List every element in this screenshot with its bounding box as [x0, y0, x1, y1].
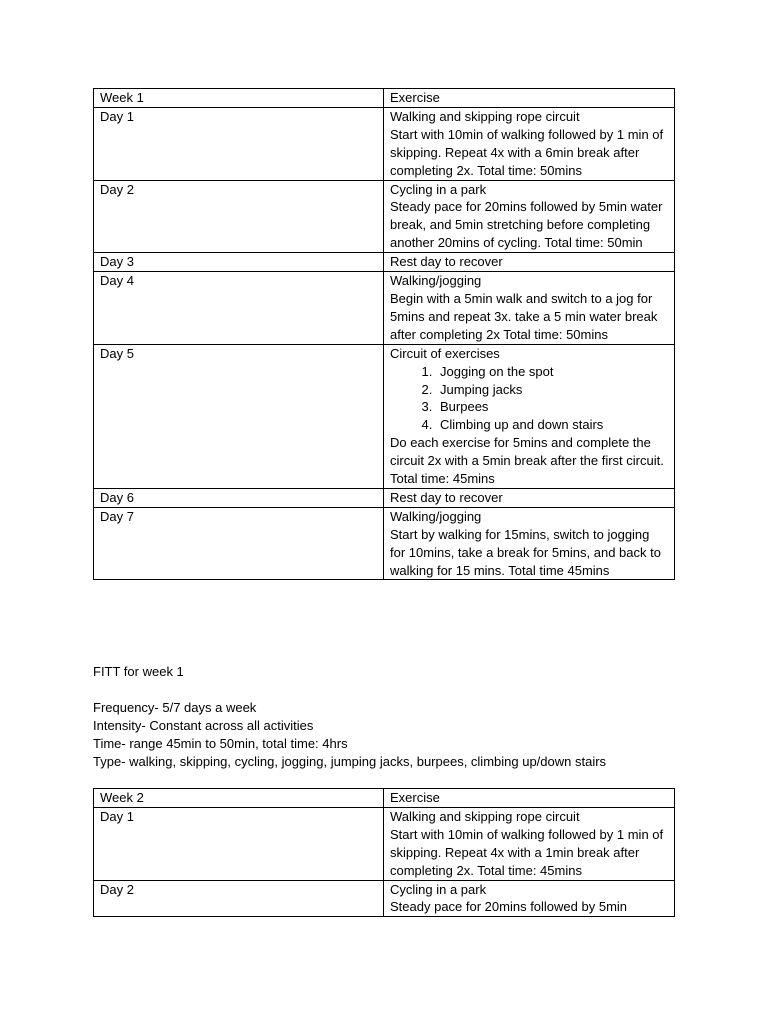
exercise-title: Cycling in a park: [390, 181, 487, 197]
exercise-description: Start with 10min of walking followed by 1 min of skipping. Repeat 4x with a 1min break after completing 2x. Total time: 45mins: [390, 826, 664, 878]
exercise-title: Walking/jogging: [390, 273, 482, 289]
exercise-cell: [384, 344, 675, 488]
exercise-description: Start by walking for 15mins, switch to jogging for 10mins, take a break for 5mins, and back to walking for 15 mins. Total time 45mins: [390, 526, 661, 578]
exercise-title: Walking and skipping rope circuit: [390, 108, 580, 124]
exercise-cell: [384, 880, 675, 917]
list-item: 3. Burpees: [436, 398, 668, 416]
exercise-title: Walking/jogging: [390, 508, 482, 524]
fitt-frequency: Frequency- 5/7 days a week: [93, 700, 257, 715]
exercise-header: Exercise: [384, 789, 675, 808]
fitt-intensity: Intensity- Constant across all activities: [93, 718, 314, 733]
day-cell: Day 2: [94, 880, 384, 917]
day-cell: Day 5: [94, 344, 384, 488]
table-row: [94, 180, 675, 253]
exercise-description: Steady pace for 20mins followed by 5min: [390, 899, 628, 915]
table-row: [94, 253, 675, 272]
exercise-title: Cycling in a park: [390, 881, 487, 897]
list-item: 4. Climbing up and down stairs: [436, 416, 668, 434]
table-row: [94, 344, 675, 488]
exercise-list: [390, 363, 668, 435]
exercise-header: Exercise: [384, 89, 675, 108]
week-header: Week 2: [94, 789, 384, 808]
table-row: [94, 507, 675, 580]
fitt-type: Type- walking, skipping, cycling, jogging, jumping jacks, burpees, climbing up/down stairs: [93, 754, 607, 769]
week2-table: [93, 788, 675, 917]
exercise-title: Rest day to recover: [390, 254, 503, 270]
week1-table: [93, 88, 675, 580]
day-cell: Day 3: [94, 253, 384, 272]
exercise-title: Circuit of exercises: [390, 345, 500, 361]
table-row: [94, 488, 675, 507]
table-header-row: [94, 789, 675, 808]
exercise-description: Begin with a 5min walk and switch to a jog for 5mins and repeat 3x. take a 5 min water break after completing 2x Total time: 50mins: [390, 290, 658, 342]
day-cell: Day 4: [94, 272, 384, 345]
table-row: [94, 880, 675, 917]
exercise-cell: [384, 272, 675, 345]
fitt-summary: [93, 663, 693, 771]
exercise-cell: [384, 107, 675, 180]
table-row: [94, 272, 675, 345]
exercise-cell: [384, 807, 675, 880]
exercise-cell: [384, 253, 675, 272]
list-item: 1. Jogging on the spot: [436, 363, 668, 381]
day-cell: Day 2: [94, 180, 384, 253]
day-cell: Day 1: [94, 107, 384, 180]
exercise-description: Start with 10min of walking followed by 1 min of skipping. Repeat 4x with a 6min break after completing 2x. Total time: 50mins: [390, 126, 664, 178]
exercise-cell: [384, 507, 675, 580]
exercise-title: Rest day to recover: [390, 489, 503, 505]
fitt-heading: FITT for week 1: [93, 664, 184, 679]
table-header-row: [94, 89, 675, 108]
exercise-cell: [384, 488, 675, 507]
day-cell: Day 7: [94, 507, 384, 580]
exercise-description: Steady pace for 20mins followed by 5min water break, and 5min stretching before completing another 20mins of cycling. Total time: 50min: [390, 199, 663, 251]
table-row: [94, 107, 675, 180]
day-cell: Day 1: [94, 807, 384, 880]
week-header: Week 1: [94, 89, 384, 108]
day-cell: Day 6: [94, 488, 384, 507]
table-row: [94, 807, 675, 880]
exercise-description: Do each exercise for 5mins and complete the circuit 2x with a 5min break after the first circuit. Total time: 45mins: [390, 435, 664, 487]
list-item: 2. Jumping jacks: [436, 381, 668, 399]
exercise-title: Walking and skipping rope circuit: [390, 808, 580, 824]
fitt-time: Time- range 45min to 50min, total time: 4hrs: [93, 736, 348, 751]
exercise-cell: [384, 180, 675, 253]
